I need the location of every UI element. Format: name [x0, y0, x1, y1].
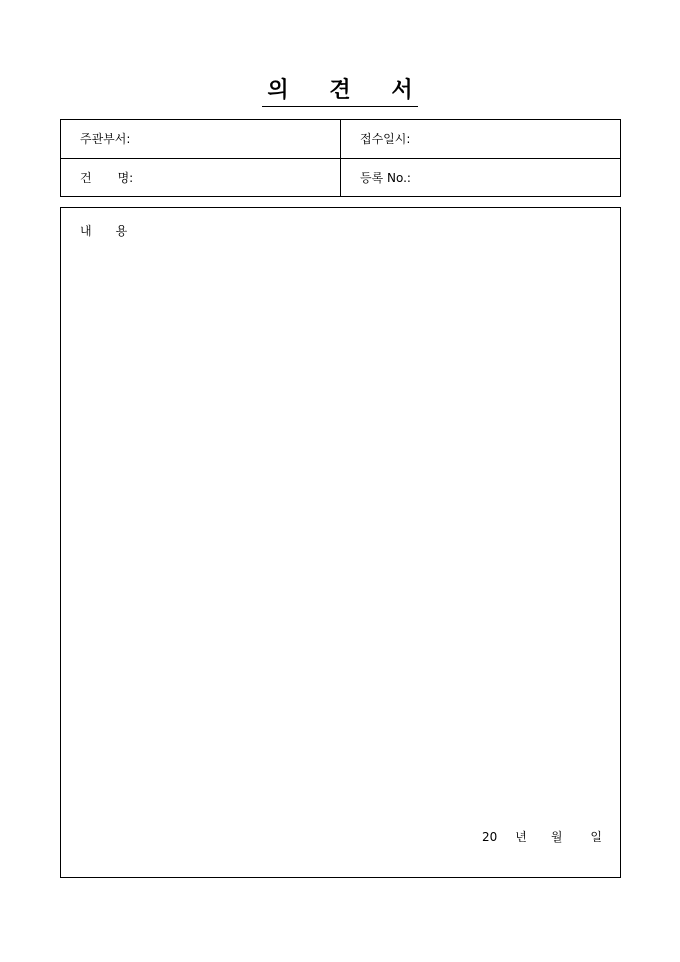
subject-label-part2: 명: [117, 171, 134, 185]
department-label: 주관부서: [80, 132, 131, 146]
info-row-2 [61, 159, 620, 197]
date-year-prefix: 20 [481, 830, 498, 844]
received-date-field[interactable] [341, 120, 620, 158]
date-year-unit: 년 [515, 830, 527, 844]
subject-field[interactable] [61, 159, 341, 197]
document-title [262, 76, 418, 107]
title-char-3: 서 [391, 77, 413, 103]
subject-label-part1: 건 [80, 171, 92, 185]
registration-field[interactable] [341, 159, 620, 197]
content-box[interactable] [60, 207, 621, 878]
date-day-unit: 일 [590, 830, 602, 844]
title-char-1: 의 [267, 77, 289, 103]
title-container [0, 76, 680, 107]
title-char-2: 견 [329, 77, 351, 103]
registration-label: 등록 No.: [360, 171, 411, 185]
content-label-part1: 내 [80, 224, 92, 238]
content-label [80, 222, 127, 239]
department-field[interactable] [61, 120, 341, 158]
info-table [60, 119, 621, 197]
date-line [482, 828, 602, 845]
content-label-part2: 용 [115, 224, 128, 238]
received-date-label: 접수일시: [360, 132, 411, 146]
info-row-1 [61, 120, 620, 159]
date-month-unit: 월 [550, 830, 563, 844]
